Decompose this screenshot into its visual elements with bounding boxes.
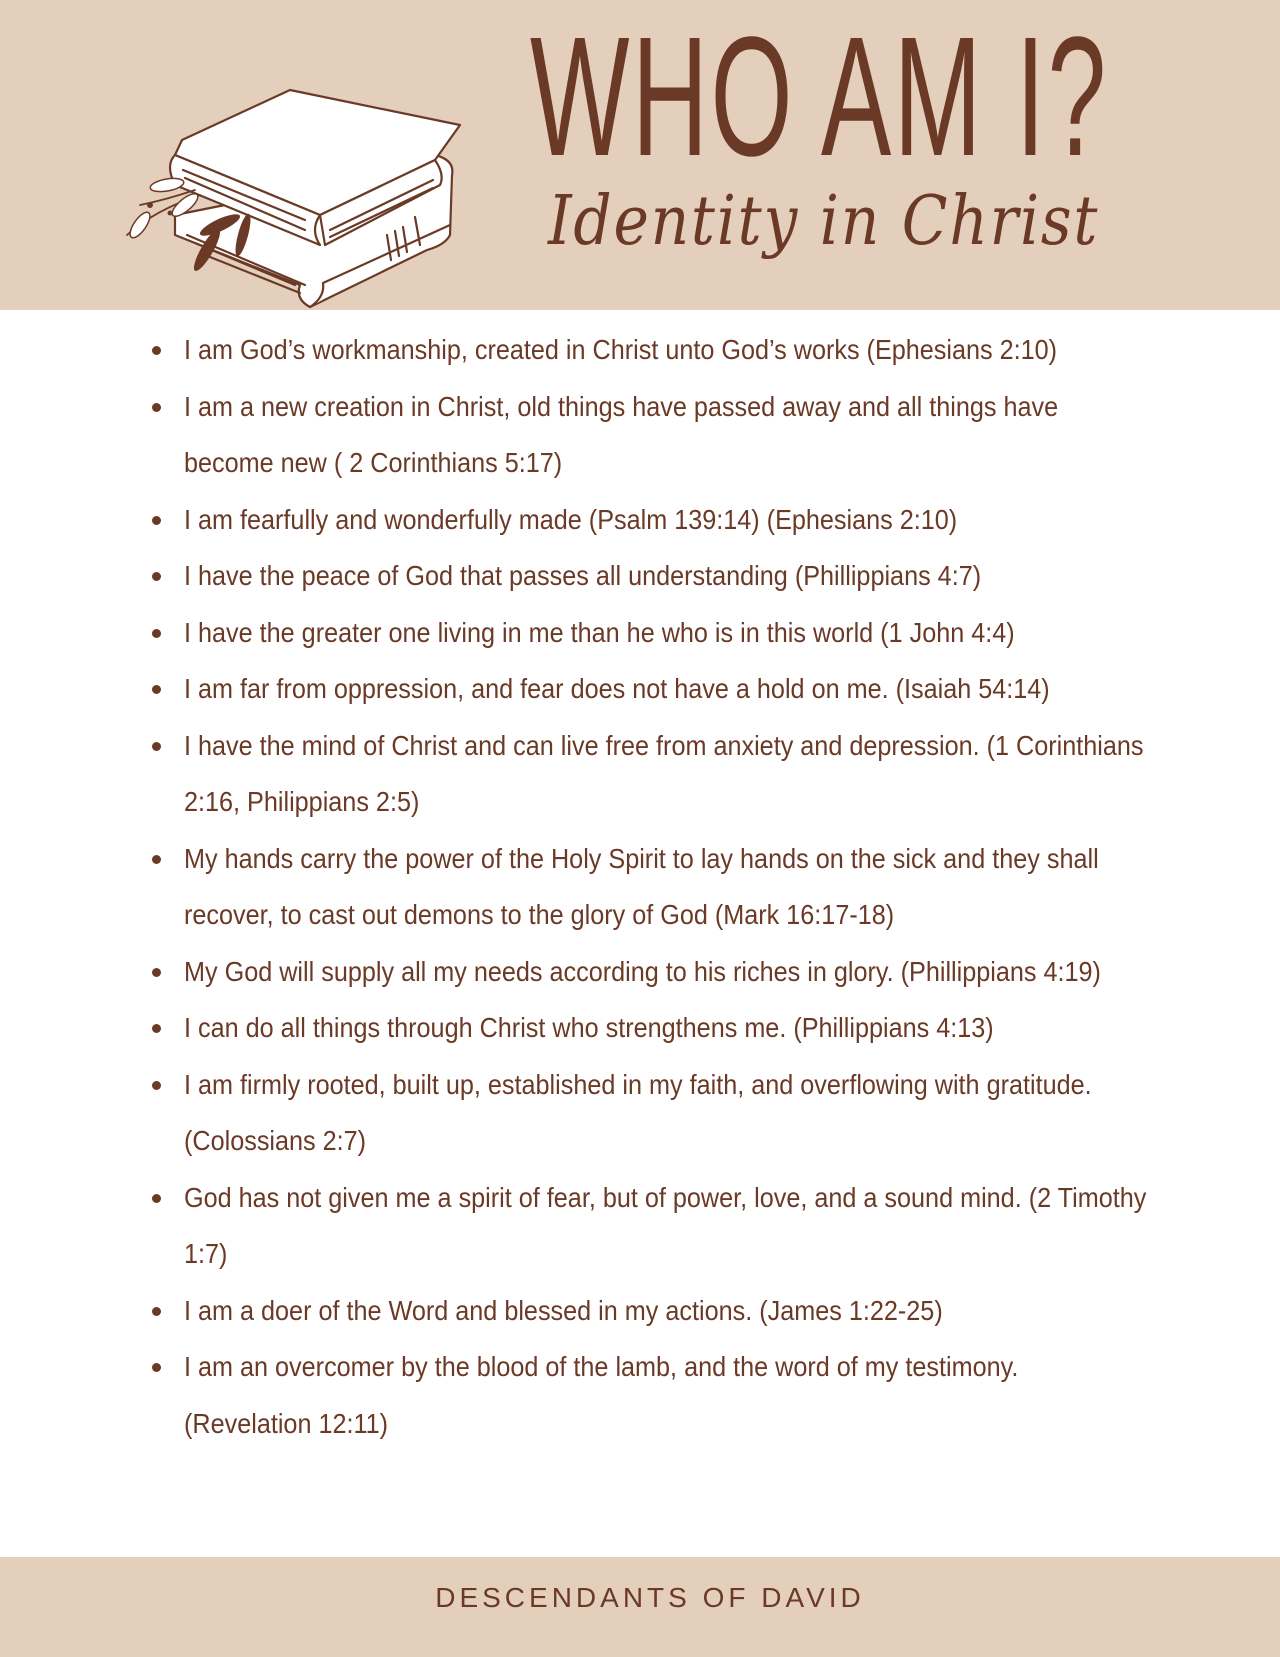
- bullet-icon: [152, 629, 161, 638]
- footer-brand: DESCENDANTS OF DAVID: [435, 1582, 865, 1613]
- bullet-icon: [152, 346, 161, 355]
- bullet-icon: [152, 685, 161, 694]
- item-text: I am firmly rooted, built up, established in my faith, and overflowing with gratitude. (Colossians 2:7): [184, 1068, 1092, 1156]
- item-text: I am a doer of the Word and blessed in my actions. (James 1:22-25): [184, 1294, 943, 1326]
- bullet-icon: [152, 516, 161, 525]
- header-banner: [0, 0, 1280, 310]
- list-item: [150, 1283, 1150, 1340]
- affirmations-list: [150, 322, 1150, 1452]
- list-item: [150, 1057, 1150, 1170]
- list-item: [150, 1000, 1150, 1057]
- list-item: [150, 661, 1150, 718]
- item-text: I am an overcomer by the blood of the lamb, and the word of my testimony. (Revelation 12:11): [184, 1351, 1019, 1439]
- page-subtitle: Identity in Christ: [548, 182, 1100, 261]
- list-item: [150, 548, 1150, 605]
- list-item: [150, 379, 1150, 492]
- item-text: God has not given me a spirit of fear, but of power, love, and a sound mind. (2 Timothy 1:7): [184, 1181, 1147, 1269]
- list-item: [150, 1170, 1150, 1283]
- list-item: [150, 492, 1150, 549]
- list-item: [150, 718, 1150, 831]
- item-text: I can do all things through Christ who strengthens me. (Phillippians 4:13): [184, 1012, 994, 1043]
- item-text: I am fearfully and wonderfully made (Psalm 139:14) (Ephesians 2:10): [184, 503, 958, 535]
- bullet-icon: [152, 855, 161, 864]
- bullet-icon: [152, 1363, 161, 1372]
- item-text: I am far from oppression, and fear does not have a hold on me. (Isaiah 54:14): [184, 673, 1050, 704]
- item-text: I have the greater one living in me than he who is in this world (1 John 4:4): [184, 616, 1015, 648]
- stacked-books-icon: [115, 85, 475, 315]
- list-item: [150, 1339, 1150, 1452]
- list-item: [150, 944, 1150, 1001]
- item-text: My hands carry the power of the Holy Spirit to lay hands on the sick and they shall recover, to cast out demons to the glory of God (Mark 16:17-18): [184, 842, 1099, 930]
- bullet-icon: [152, 968, 161, 977]
- item-text: My God will supply all my needs according to his riches in glory. (Phillippians 4:19): [184, 955, 1101, 987]
- bullet-icon: [152, 1194, 161, 1203]
- item-text: I have the peace of God that passes all understanding (Phillippians 4:7): [184, 560, 982, 591]
- list-item: [150, 831, 1150, 944]
- bullet-icon: [152, 1307, 161, 1316]
- item-text: I am God’s workmanship, created in Christ unto God’s works (Ephesians 2:10): [184, 334, 1058, 365]
- list-item: [150, 322, 1150, 379]
- bullet-icon: [152, 403, 161, 412]
- bullet-icon: [152, 572, 161, 581]
- list-item: [150, 605, 1150, 662]
- item-text: I am a new creation in Christ, old things have passed away and all things have become new ( 2 Corinthians 5:17): [184, 390, 1059, 478]
- item-text: I have the mind of Christ and can live free from anxiety and depression. (1 Corinthians 2:16, Philippians 2:5): [184, 729, 1144, 817]
- footer-banner: [0, 1557, 1280, 1657]
- bullet-icon: [152, 742, 161, 751]
- page-title: WHO AM I?: [530, 2, 1109, 192]
- bullet-icon: [152, 1081, 161, 1090]
- bullet-icon: [152, 1024, 161, 1033]
